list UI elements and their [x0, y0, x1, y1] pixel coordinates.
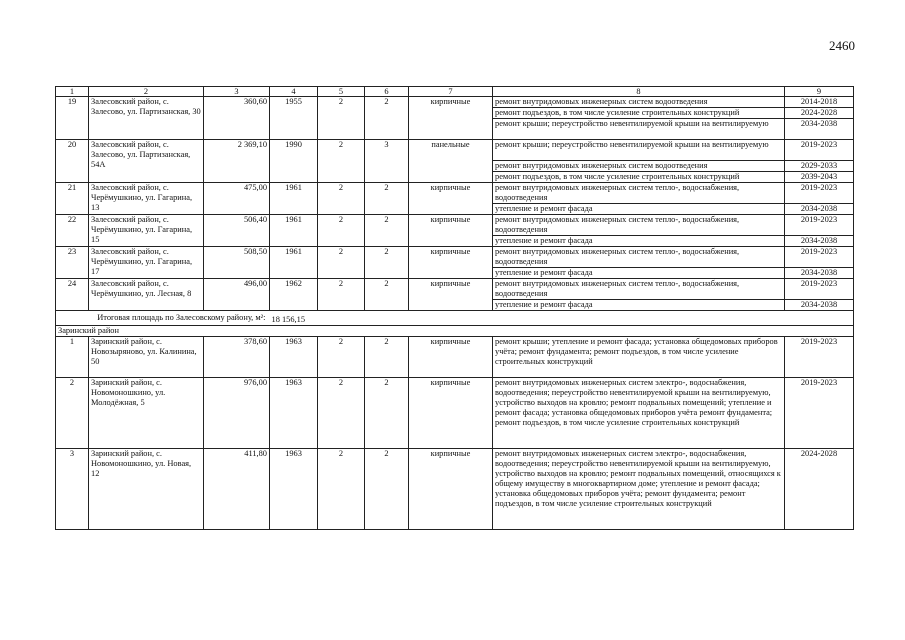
- year-cell: 1961: [270, 183, 318, 215]
- year-cell: 1955: [270, 97, 318, 140]
- row-number: 1: [56, 337, 89, 378]
- address-cell: Заринский район, с. Новомоношкино, ул. Молодёжная, 5: [89, 378, 204, 449]
- work-cell: утепление и ремонт фасада: [493, 204, 785, 215]
- year-cell: 1962: [270, 279, 318, 311]
- district-name: Заринский район: [56, 326, 854, 337]
- row-number: 3: [56, 449, 89, 530]
- row-number: 21: [56, 183, 89, 215]
- years-cell: 2019-2023: [785, 183, 854, 204]
- work-cell: ремонт подъездов, в том числе усиление строительных конструкций: [493, 108, 785, 119]
- work-cell: ремонт внутридомовых инженерных систем электро-, водоснабжения, водоотведения; переустройство невентилируемой крыши на вентилируемую, устройство выходов на кровлю; ремонт подвальных помещений; утепление и ремонт фасада; установка общедомовых приборов учёта ремонт фундамента; ремонт подъездов, в том числе усиление строительных конструкций: [493, 378, 785, 449]
- work-cell: утепление и ремонт фасада: [493, 236, 785, 247]
- header-cell: 1: [56, 87, 89, 97]
- row-number: 23: [56, 247, 89, 279]
- years-cell: 2019-2023: [785, 337, 854, 378]
- year-cell: 1961: [270, 247, 318, 279]
- years-cell: 2034-2038: [785, 300, 854, 311]
- years-cell: 2019-2023: [785, 247, 854, 268]
- work-cell: ремонт внутридомовых инженерных систем водоотведения: [493, 161, 785, 172]
- work-cell: ремонт подъездов, в том числе усиление строительных конструкций: [493, 172, 785, 183]
- district-row: [56, 326, 854, 337]
- header-cell: 4: [270, 87, 318, 97]
- address-cell: Залесовский район, с. Черёмушкино, ул. Гагарина, 13: [89, 183, 204, 215]
- table-row: [56, 378, 854, 449]
- years-cell: 2024-2028: [785, 108, 854, 119]
- address-cell: Залесовский район, с. Черёмушкино, ул. Гагарина, 15: [89, 215, 204, 247]
- entrances-cell: 2: [365, 279, 409, 311]
- years-cell: 2019-2023: [785, 279, 854, 300]
- floors-cell: 2: [318, 378, 365, 449]
- area-cell: 360,60: [204, 97, 270, 140]
- header-row: [56, 87, 854, 97]
- work-cell: ремонт внутридомовых инженерных систем водоотведения: [493, 97, 785, 108]
- floors-cell: 2: [318, 183, 365, 215]
- address-cell: Залесовский район, с. Черёмушкино, ул. Лесная, 8: [89, 279, 204, 311]
- houses-table: [55, 86, 854, 530]
- year-cell: 1963: [270, 337, 318, 378]
- header-cell: 6: [365, 87, 409, 97]
- address-cell: Заринский район, с. Новомоношкино, ул. Новая, 12: [89, 449, 204, 530]
- address-cell: Залесовский район, с. Черёмушкино, ул. Гагарина, 17: [89, 247, 204, 279]
- work-cell: ремонт крыши; утепление и ремонт фасада; установка общедомовых приборов учёта; ремонт фундамента; ремонт подъездов, в том числе усиление строительных конструкций: [493, 337, 785, 378]
- material-cell: кирпичные: [409, 378, 493, 449]
- header-cell: 7: [409, 87, 493, 97]
- years-cell: 2039-2043: [785, 172, 854, 183]
- area-cell: 411,80: [204, 449, 270, 530]
- floors-cell: 2: [318, 97, 365, 140]
- work-cell: ремонт внутридомовых инженерных систем тепло-, водоснабжения, водоотведения: [493, 279, 785, 300]
- header-cell: 8: [493, 87, 785, 97]
- row-number: 2: [56, 378, 89, 449]
- material-cell: кирпичные: [409, 215, 493, 247]
- entrances-cell: 2: [365, 215, 409, 247]
- row-number: 20: [56, 140, 89, 183]
- table-row: [56, 247, 854, 268]
- area-cell: 508,50: [204, 247, 270, 279]
- year-cell: 1961: [270, 215, 318, 247]
- area-cell: 976,00: [204, 378, 270, 449]
- row-number: 22: [56, 215, 89, 247]
- entrances-cell: 2: [365, 449, 409, 530]
- row-number: 19: [56, 97, 89, 140]
- years-cell: 2019-2023: [785, 140, 854, 161]
- floors-cell: 2: [318, 215, 365, 247]
- address-cell: Заринский район, с. Новозыряново, ул. Калинина, 50: [89, 337, 204, 378]
- years-cell: 2034-2038: [785, 236, 854, 247]
- years-cell: 2024-2028: [785, 449, 854, 530]
- years-cell: 2034-2038: [785, 119, 854, 140]
- work-cell: ремонт крыши; переустройство невентилируемой крыши на вентилируемую: [493, 140, 785, 161]
- years-cell: 2034-2038: [785, 268, 854, 279]
- year-cell: 1990: [270, 140, 318, 183]
- header-cell: 2: [89, 87, 204, 97]
- work-cell: ремонт крыши; переустройство невентилируемой крыши на вентилируемую: [493, 119, 785, 140]
- years-cell: 2034-2038: [785, 204, 854, 215]
- entrances-cell: 2: [365, 247, 409, 279]
- years-cell: 2029-2033: [785, 161, 854, 172]
- address-cell: Залесовский район, с. Залесово, ул. Партизанская, 54А: [89, 140, 204, 183]
- area-cell: 378,60: [204, 337, 270, 378]
- total-row: [56, 311, 854, 326]
- entrances-cell: 2: [365, 97, 409, 140]
- table-row: [56, 97, 854, 108]
- entrances-cell: 2: [365, 183, 409, 215]
- table-row: [56, 449, 854, 530]
- header-cell: 5: [318, 87, 365, 97]
- floors-cell: 2: [318, 279, 365, 311]
- entrances-cell: 3: [365, 140, 409, 183]
- material-cell: кирпичные: [409, 279, 493, 311]
- years-cell: 2019-2023: [785, 378, 854, 449]
- work-cell: утепление и ремонт фасада: [493, 300, 785, 311]
- page-number: 2460: [829, 38, 855, 53]
- table-row: [56, 337, 854, 378]
- area-cell: 496,00: [204, 279, 270, 311]
- entrances-cell: 2: [365, 378, 409, 449]
- row-number: 24: [56, 279, 89, 311]
- floors-cell: 2: [318, 140, 365, 183]
- table-row: [56, 215, 854, 236]
- area-cell: 506,40: [204, 215, 270, 247]
- work-cell: ремонт внутридомовых инженерных систем тепло-, водоснабжения, водоотведения: [493, 247, 785, 268]
- work-cell: ремонт внутридомовых инженерных систем тепло-, водоснабжения, водоотведения: [493, 183, 785, 204]
- table-row: [56, 279, 854, 300]
- work-cell: ремонт внутридомовых инженерных систем электро-, водоснабжения, водоотведения; переустройство невентилируемой крыши на вентилируемую, устройство выходов на кровлю; ремонт подвальных помещений, относящихся к общему имуществу в многоквартирном доме; утепление и ремонт фасада; установка общедомовых приборов учёта; ремонт фундамента; ремонт подъездов, в том числе усиление строительных конструкций: [493, 449, 785, 530]
- total-label: Итоговая площадь по Залесовскому району, м²:: [56, 311, 270, 326]
- material-cell: кирпичные: [409, 183, 493, 215]
- material-cell: кирпичные: [409, 337, 493, 378]
- material-cell: кирпичные: [409, 247, 493, 279]
- floors-cell: 2: [318, 247, 365, 279]
- work-cell: утепление и ремонт фасада: [493, 268, 785, 279]
- header-cell: 3: [204, 87, 270, 97]
- total-value: 18 156,15: [270, 311, 854, 326]
- floors-cell: 2: [318, 337, 365, 378]
- years-cell: 2019-2023: [785, 215, 854, 236]
- year-cell: 1963: [270, 378, 318, 449]
- address-cell: Залесовский район, с. Залесово, ул. Партизанская, 30: [89, 97, 204, 140]
- work-cell: ремонт внутридомовых инженерных систем тепло-, водоснабжения, водоотведения: [493, 215, 785, 236]
- floors-cell: 2: [318, 449, 365, 530]
- area-cell: 475,00: [204, 183, 270, 215]
- table-row: [56, 140, 854, 161]
- material-cell: кирпичные: [409, 449, 493, 530]
- material-cell: панельные: [409, 140, 493, 183]
- year-cell: 1963: [270, 449, 318, 530]
- area-cell: 2 369,10: [204, 140, 270, 183]
- entrances-cell: 2: [365, 337, 409, 378]
- header-cell: 9: [785, 87, 854, 97]
- years-cell: 2014-2018: [785, 97, 854, 108]
- table-row: [56, 183, 854, 204]
- material-cell: кирпичные: [409, 97, 493, 140]
